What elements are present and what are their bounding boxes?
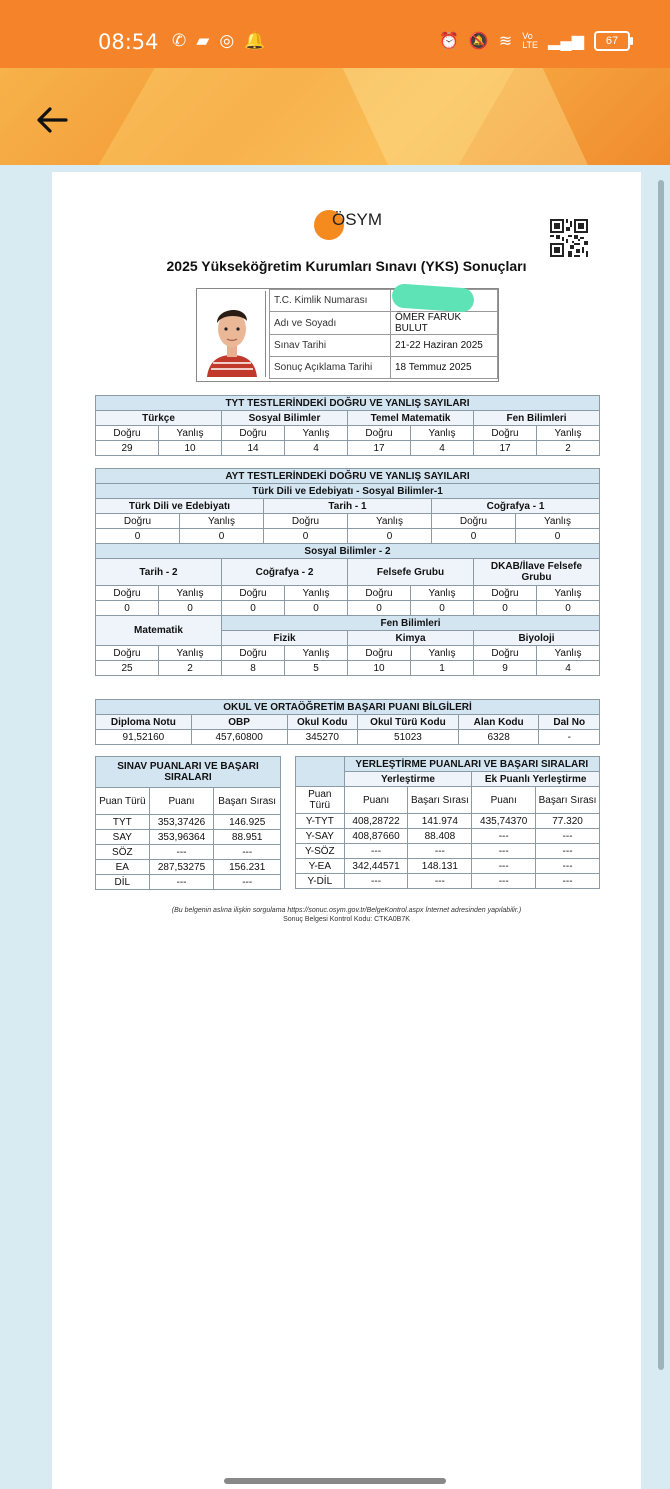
yanlis-label: Yanlış xyxy=(285,646,348,661)
placement-cell: --- xyxy=(536,874,600,889)
dogru-label: Doğru xyxy=(96,514,180,529)
ayt-col: Felsefe Grubu xyxy=(348,559,474,586)
yanlis-label: Yanlış xyxy=(159,646,222,661)
dogru-label: Doğru xyxy=(348,646,411,661)
signal-icon: ▂▄▆ xyxy=(548,33,584,50)
yanlis-label: Yanlış xyxy=(411,646,474,661)
footnote-url: (Bu belgenin aslına ilişkin sorgulama https://sonuc.osym.gov.tr/BelgeKontrol.aspx İnternet adresinden yapılabilir.) xyxy=(171,907,522,914)
viewer-background xyxy=(0,165,52,1489)
placement-cell: 88.408 xyxy=(408,829,472,844)
ayt-col: Tarih - 2 xyxy=(96,559,222,586)
volte-icon: Vo LTE xyxy=(522,31,539,50)
yanlis-label: Yanlış xyxy=(516,514,600,529)
placement-cell: Y-SAY xyxy=(296,829,345,844)
math-value: 2 xyxy=(159,661,222,676)
tyt-value: 10 xyxy=(159,441,222,456)
ayt-col: Türk Dili ve Edebiyatı xyxy=(96,499,264,514)
fen-value: 4 xyxy=(537,661,600,676)
result-date-label: Sonuç Açıklama Tarihi xyxy=(270,357,391,379)
placement-cell: 148.131 xyxy=(408,859,472,874)
placement-cell: Y-EA xyxy=(296,859,345,874)
tyt-col: Fen Bilimleri xyxy=(474,411,600,426)
score-cell: 146.925 xyxy=(214,815,281,830)
ayt-value: 0 xyxy=(348,529,432,544)
school-header: Alan Kodu xyxy=(458,715,539,730)
alarm-icon: ⏰ xyxy=(438,33,459,50)
ayt-value: 0 xyxy=(348,601,411,616)
footnote-code: Sonuç Belgesi Kontrol Kodu: CTKA0B7K xyxy=(283,916,410,923)
placement-header: Puanı xyxy=(472,787,536,814)
placement-cell: --- xyxy=(344,874,408,889)
yanlis-label: Yanlış xyxy=(411,426,474,441)
name-value: ÖMER FARUK BULUT xyxy=(391,312,498,335)
ayt-value: 0 xyxy=(516,529,600,544)
ayt-value: 0 xyxy=(180,529,264,544)
dogru-label: Doğru xyxy=(96,586,159,601)
placement-title: YERLEŞTİRME PUANLARI VE BAŞARI SIRALARI xyxy=(344,757,599,772)
dogru-label: Doğru xyxy=(264,514,348,529)
qr-code-icon xyxy=(550,219,588,257)
fen-value: 5 xyxy=(285,661,348,676)
school-value: 345270 xyxy=(287,730,358,745)
placement-cell: --- xyxy=(344,844,408,859)
exam-scores-title: SINAV PUANLARI VE BAŞARI SIRALARI xyxy=(96,757,281,788)
school-header: OBP xyxy=(191,715,287,730)
school-value: 6328 xyxy=(458,730,539,745)
placement-cell: 408,87660 xyxy=(344,829,408,844)
school-value: 91,52160 xyxy=(96,730,192,745)
tyt-col: Türkçe xyxy=(96,411,222,426)
yanlis-label: Yanlış xyxy=(537,426,600,441)
fen-col: Biyoloji xyxy=(474,631,600,646)
dogru-label: Doğru xyxy=(432,514,516,529)
score-header: Puan Türü xyxy=(96,788,150,815)
tyt-value: 4 xyxy=(411,441,474,456)
gesture-nav-handle[interactable] xyxy=(224,1478,446,1484)
scrollbar[interactable] xyxy=(658,180,664,1370)
placement-cell: --- xyxy=(472,874,536,889)
placement-cell: 435,74370 xyxy=(472,814,536,829)
id-label: T.C. Kimlik Numarası xyxy=(270,290,391,312)
dogru-label: Doğru xyxy=(474,586,537,601)
ayt-group2-title: Sosyal Bilimler - 2 xyxy=(96,544,600,559)
yanlis-label: Yanlış xyxy=(537,646,600,661)
wifi-icon: ≋ xyxy=(498,33,513,50)
dogru-label: Doğru xyxy=(96,426,159,441)
yanlis-label: Yanlış xyxy=(411,586,474,601)
fen-value: 10 xyxy=(348,661,411,676)
dogru-label: Doğru xyxy=(222,586,285,601)
placement-cell: --- xyxy=(472,829,536,844)
placement-header: Puanı xyxy=(344,787,408,814)
score-cell: --- xyxy=(149,875,214,890)
dogru-label: Doğru xyxy=(348,426,411,441)
school-value: - xyxy=(539,730,600,745)
score-cell: --- xyxy=(149,845,214,860)
dogru-label: Doğru xyxy=(222,646,285,661)
instagram-icon: ◎ xyxy=(219,31,235,50)
document-title: 2025 Yükseköğretim Kurumları Sınavı (YKS) Sonuçları xyxy=(166,258,527,274)
tyt-value: 4 xyxy=(285,441,348,456)
yanlis-label: Yanlış xyxy=(180,514,264,529)
placement-cell: --- xyxy=(536,829,600,844)
result-date-value: 18 Temmuz 2025 xyxy=(391,357,498,379)
school-header: Dal No xyxy=(539,715,600,730)
school-title: OKUL VE ORTAÖĞRETİM BAŞARI PUANI BİLGİLERİ xyxy=(96,700,600,715)
placement-sub: Ek Puanlı Yerleştirme xyxy=(472,772,600,787)
ayt-title: AYT TESTLERİNDEKİ DOĞRU VE YANLIŞ SAYILARI xyxy=(96,469,600,484)
math-value: 25 xyxy=(96,661,159,676)
school-header: Okul Türü Kodu xyxy=(358,715,459,730)
name-label: Adı ve Soyadı xyxy=(270,312,391,335)
clock: 08:54 xyxy=(98,30,159,54)
score-cell: 88.951 xyxy=(214,830,281,845)
school-header: Diploma Notu xyxy=(96,715,192,730)
placement-table xyxy=(295,756,600,889)
whatsapp-icon: ✆ xyxy=(172,31,187,50)
placement-cell: 77.320 xyxy=(536,814,600,829)
placement-cell: 342,44571 xyxy=(344,859,408,874)
placement-cell: --- xyxy=(536,844,600,859)
ayt-group1-title: Türk Dili ve Edebiyatı - Sosyal Bilimler-1 xyxy=(96,484,600,499)
score-cell: 156.231 xyxy=(214,860,281,875)
tyt-col: Temel Matematik xyxy=(348,411,474,426)
fen-value: 1 xyxy=(411,661,474,676)
placement-header: Başarı Sırası xyxy=(408,787,472,814)
placement-cell: --- xyxy=(408,874,472,889)
score-cell: 287,53275 xyxy=(149,860,214,875)
notification-icon: 🔔 xyxy=(244,31,266,50)
score-header: Puanı xyxy=(149,788,214,815)
tyt-title: TYT TESTLERİNDEKİ DOĞRU VE YANLIŞ SAYILARI xyxy=(96,396,600,411)
score-cell: DİL xyxy=(96,875,150,890)
tyt-value: 2 xyxy=(537,441,600,456)
ayt-value: 0 xyxy=(222,601,285,616)
ayt-value: 0 xyxy=(96,601,159,616)
score-cell: --- xyxy=(214,875,281,890)
ayt-value: 0 xyxy=(96,529,180,544)
yanlis-label: Yanlış xyxy=(285,586,348,601)
dogru-label: Doğru xyxy=(96,646,159,661)
ayt-col: DKAB/İlave Felsefe Grubu xyxy=(474,559,600,586)
placement-cell: Y-TYT xyxy=(296,814,345,829)
fen-col: Fizik xyxy=(222,631,348,646)
school-header: Okul Kodu xyxy=(287,715,358,730)
tyt-col: Sosyal Bilimler xyxy=(222,411,348,426)
logo-text: ÖSYM xyxy=(332,210,383,229)
ayt-value: 0 xyxy=(264,529,348,544)
ayt-value: 0 xyxy=(537,601,600,616)
dogru-label: Doğru xyxy=(348,586,411,601)
ayt-col: Tarih - 1 xyxy=(264,499,432,514)
ayt-value: 0 xyxy=(474,601,537,616)
placement-cell: --- xyxy=(408,844,472,859)
score-cell: TYT xyxy=(96,815,150,830)
placement-cell: 141.974 xyxy=(408,814,472,829)
placement-cell: --- xyxy=(536,859,600,874)
placement-cell: 408,28722 xyxy=(344,814,408,829)
math-title: Matematik xyxy=(96,616,222,646)
fen-value: 9 xyxy=(474,661,537,676)
mute-icon: 🔕 xyxy=(468,33,489,50)
ayt-value: 0 xyxy=(159,601,222,616)
placement-cell: Y-SÖZ xyxy=(296,844,345,859)
ayt-col: Coğrafya - 2 xyxy=(222,559,348,586)
dogru-label: Doğru xyxy=(474,646,537,661)
ayt-value: 0 xyxy=(285,601,348,616)
ayt-table xyxy=(95,468,600,676)
exam-date-value: 21-22 Haziran 2025 xyxy=(391,335,498,357)
placement-cell: --- xyxy=(472,859,536,874)
score-cell: --- xyxy=(214,845,281,860)
exam-scores-table xyxy=(95,756,281,890)
school-table xyxy=(95,699,600,745)
app-bar xyxy=(0,68,670,165)
school-value: 457,60800 xyxy=(191,730,287,745)
score-cell: SÖZ xyxy=(96,845,150,860)
yanlis-label: Yanlış xyxy=(537,586,600,601)
placement-sub: Yerleştirme xyxy=(344,772,472,787)
yanlis-label: Yanlış xyxy=(159,426,222,441)
placement-blank xyxy=(296,757,345,787)
tyt-value: 14 xyxy=(222,441,285,456)
exam-date-label: Sınav Tarihi xyxy=(270,335,391,357)
student-photo xyxy=(199,291,266,377)
placement-cell: Y-DİL xyxy=(296,874,345,889)
yanlis-label: Yanlış xyxy=(285,426,348,441)
tyt-table xyxy=(95,395,600,456)
status-bar xyxy=(0,0,670,68)
ayt-value: 0 xyxy=(432,529,516,544)
ayt-col: Coğrafya - 1 xyxy=(432,499,600,514)
yanlis-label: Yanlış xyxy=(159,586,222,601)
placement-cell: --- xyxy=(472,844,536,859)
school-value: 51023 xyxy=(358,730,459,745)
battery-icon: 67 xyxy=(594,31,630,51)
arrow-left-icon[interactable] xyxy=(32,100,72,140)
yanlis-label: Yanlış xyxy=(348,514,432,529)
gallery-icon: ▰ xyxy=(196,31,210,50)
score-header: Başarı Sırası xyxy=(214,788,281,815)
ayt-value: 0 xyxy=(411,601,474,616)
fen-value: 8 xyxy=(222,661,285,676)
tyt-value: 17 xyxy=(474,441,537,456)
score-cell: EA xyxy=(96,860,150,875)
tyt-value: 17 xyxy=(348,441,411,456)
placement-header: Başarı Sırası xyxy=(536,787,600,814)
score-cell: 353,37426 xyxy=(149,815,214,830)
dogru-label: Doğru xyxy=(474,426,537,441)
score-cell: SAY xyxy=(96,830,150,845)
tyt-value: 29 xyxy=(96,441,159,456)
score-cell: 353,96364 xyxy=(149,830,214,845)
placement-header: Puan Türü xyxy=(296,787,345,814)
viewer-background xyxy=(641,165,670,1489)
dogru-label: Doğru xyxy=(222,426,285,441)
fen-title: Fen Bilimleri xyxy=(222,616,600,631)
fen-col: Kimya xyxy=(348,631,474,646)
